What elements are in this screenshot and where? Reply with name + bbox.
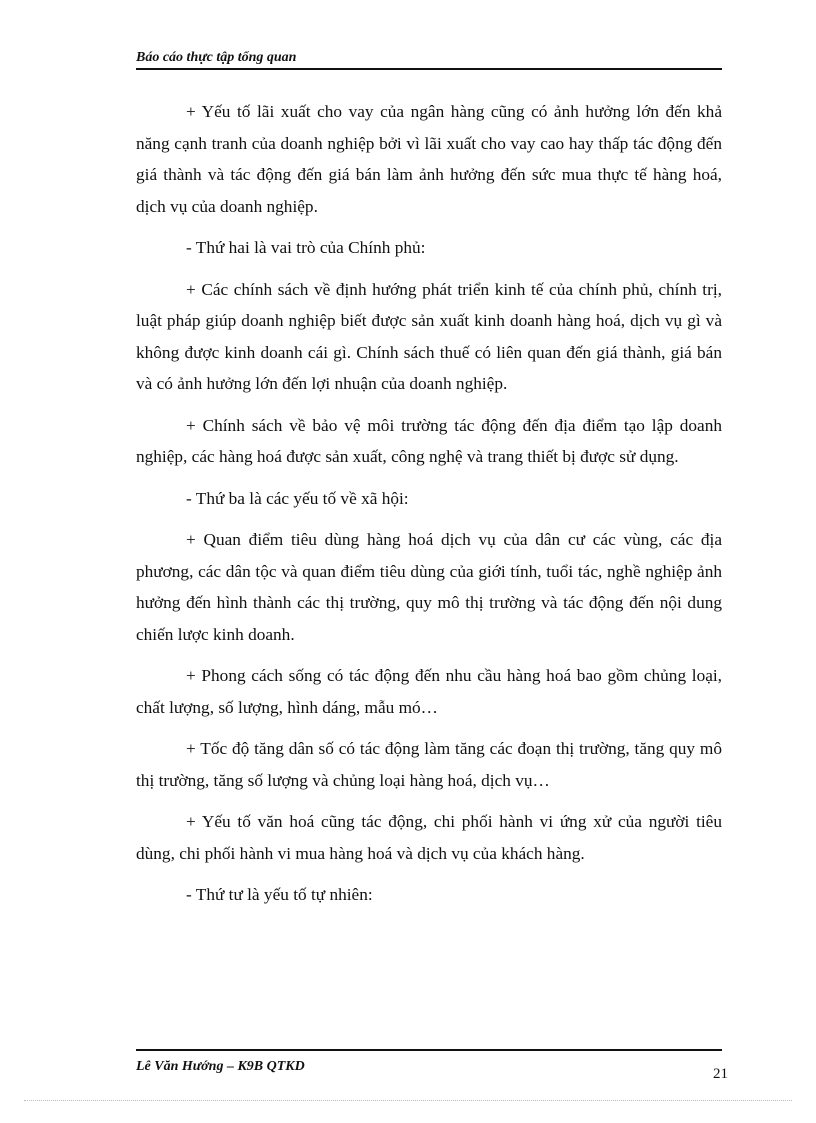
paragraph-population: + Tốc độ tăng dân số có tác động làm tăng các đoạn thị trường, tăng quy mô thị trường, tăng số lượng và chủng loại hàng hoá, dịch vụ…: [136, 739, 722, 790]
document-body: [136, 96, 722, 921]
paragraph-economic-policy: + Các chính sách về định hướng phát triển kinh tế của chính phủ, chính trị, luật pháp giúp doanh nghiệp biết được sản xuất kinh doanh hàng hoá, dịch vụ gì và không được kinh doanh cái gì. Chính sách thuế có liên quan đến giá thành, giá bán và có ảnh hưởng lớn đến lợi nhuận của doanh nghiệp.: [136, 279, 722, 393]
paragraph-nature-heading: - Thứ tư là yếu tố tự nhiên:: [186, 885, 373, 904]
page-divider: [24, 1100, 792, 1101]
paragraph-interest-rate: + Yếu tố lãi xuất cho vay của ngân hàng cũng có ảnh hưởng lớn đến khả năng cạnh tranh của doanh nghiệp bởi vì lãi xuất cho vay cao hay thấp tác động đến giá thành và tác động đến giá bán làm ảnh hưởng đến sức mua thực tế hàng hoá, dịch vụ của doanh nghiệp.: [136, 102, 722, 216]
paragraph-culture: + Yếu tố văn hoá cũng tác động, chi phối hành vi ứng xử của người tiêu dùng, chi phối hành vi mua hàng hoá và dịch vụ của khách hàng.: [136, 812, 722, 863]
paragraph-lifestyle: + Phong cách sống có tác động đến nhu cầu hàng hoá bao gồm chủng loại, chất lượng, số lượng, hình dáng, mẫu mó…: [136, 666, 722, 717]
paragraph-consumption-view: + Quan điểm tiêu dùng hàng hoá dịch vụ của dân cư các vùng, các địa phương, các dân tộc và quan điểm tiêu dùng của giới tính, tuổi tác, nghề nghiệp ảnh hưởng đến hình thành các thị trường, quy mô thị trường và tác động đến nội dung chiến lược kinh doanh.: [136, 530, 722, 644]
header-title: Báo cáo thực tập tổng quan: [136, 50, 297, 65]
footer-author: Lê Văn Hướng – K9B QTKD: [136, 1059, 305, 1074]
paragraph-environment-policy: + Chính sách về bảo vệ môi trường tác động đến địa điểm tạo lập doanh nghiệp, các hàng hoá được sản xuất, công nghệ và trang thiết bị được sử dụng.: [136, 415, 722, 466]
page-number: 21: [713, 1066, 728, 1082]
paragraph-social-heading: - Thứ ba là các yếu tố về xã hội:: [186, 488, 409, 508]
page-footer: [136, 1049, 728, 1082]
page-header: [136, 48, 722, 70]
paragraph-government-heading: - Thứ hai là vai trò của Chính phủ:: [186, 238, 426, 257]
